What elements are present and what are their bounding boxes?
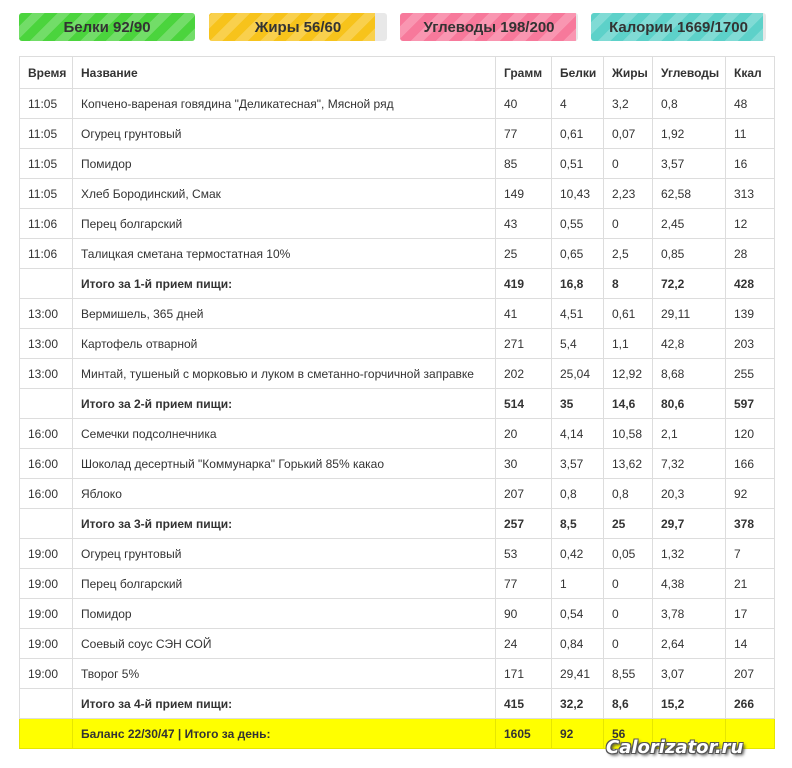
table-row (20, 599, 775, 629)
table-row (20, 89, 775, 119)
cell-kcal: 255 (726, 359, 775, 389)
nutrient-progress-bars (0, 0, 792, 56)
cell-grams: 171 (496, 659, 552, 689)
cell-protein: 0,55 (552, 209, 604, 239)
cell-name: Минтай, тушеный с морковью и луком в сметанно-горчичной заправке (73, 359, 496, 389)
calories-progress-label: Калории 1669/1700 (609, 18, 748, 36)
cell-kcal: 11 (726, 119, 775, 149)
cell-fat: 0,07 (604, 119, 653, 149)
cell-grams: 419 (496, 269, 552, 299)
cell-grams: 90 (496, 599, 552, 629)
cell-protein: 0,61 (552, 119, 604, 149)
cell-fat: 0 (604, 209, 653, 239)
cell-carbs: 42,8 (653, 329, 726, 359)
table-row (20, 479, 775, 509)
table-row (20, 659, 775, 689)
cell-kcal: 12 (726, 209, 775, 239)
cell-kcal: 48 (726, 89, 775, 119)
cell-kcal: 207 (726, 659, 775, 689)
cell-fat: 13,62 (604, 449, 653, 479)
cell-time: 19:00 (20, 539, 73, 569)
cell-fat: 14,6 (604, 389, 653, 419)
table-header-row (20, 57, 775, 89)
food-diary-table (19, 56, 775, 749)
cell-name: Помидор (73, 599, 496, 629)
cell-carbs: 1,32 (653, 539, 726, 569)
cell-time: 19:00 (20, 659, 73, 689)
cell-protein: 8,5 (552, 509, 604, 539)
cell-fat: 12,92 (604, 359, 653, 389)
cell-carbs: 62,58 (653, 179, 726, 209)
cell-kcal: 313 (726, 179, 775, 209)
cell-carbs: 3,07 (653, 659, 726, 689)
cell-time (20, 389, 73, 419)
cell-name: Итого за 3-й прием пищи: (73, 509, 496, 539)
table-row (20, 569, 775, 599)
cell-time: 13:00 (20, 329, 73, 359)
cell-time (20, 719, 73, 749)
cell-fat: 1,1 (604, 329, 653, 359)
meal-total-row (20, 689, 775, 719)
cell-time: 16:00 (20, 449, 73, 479)
site-watermark: Calorizator.ru (606, 736, 744, 758)
cell-name: Картофель отварной (73, 329, 496, 359)
cell-fat: 0 (604, 629, 653, 659)
cell-time (20, 509, 73, 539)
cell-kcal: 17 (726, 599, 775, 629)
cell-name: Яблоко (73, 479, 496, 509)
cell-name: Баланс 22/30/47 | Итого за день: (73, 719, 496, 749)
table-row (20, 239, 775, 269)
cell-protein: 29,41 (552, 659, 604, 689)
cell-protein: 35 (552, 389, 604, 419)
fat-progress-bar (209, 13, 387, 41)
cell-fat: 0,61 (604, 299, 653, 329)
cell-name: Соевый соус СЭН СОЙ (73, 629, 496, 659)
carbs-progress-label: Углеводы 198/200 (423, 18, 555, 36)
cell-carbs: 2,45 (653, 209, 726, 239)
cell-carbs: 4,38 (653, 569, 726, 599)
cell-kcal: 92 (726, 479, 775, 509)
cell-grams: 24 (496, 629, 552, 659)
cell-name: Перец болгарский (73, 569, 496, 599)
cell-fat: 0,05 (604, 539, 653, 569)
meal-total-row (20, 389, 775, 419)
cell-name: Хлеб Бородинский, Смак (73, 179, 496, 209)
cell-time: 11:06 (20, 209, 73, 239)
cell-carbs: 0,85 (653, 239, 726, 269)
header-grams: Грамм (496, 57, 552, 89)
cell-fat: 0 (604, 599, 653, 629)
cell-protein: 16,8 (552, 269, 604, 299)
cell-name: Семечки подсолнечника (73, 419, 496, 449)
cell-protein: 4,51 (552, 299, 604, 329)
cell-fat: 8 (604, 269, 653, 299)
meal-total-row (20, 509, 775, 539)
cell-kcal: 14 (726, 629, 775, 659)
cell-kcal: 597 (726, 389, 775, 419)
table-row (20, 299, 775, 329)
cell-carbs: 29,7 (653, 509, 726, 539)
cell-time: 11:06 (20, 239, 73, 269)
cell-kcal: 428 (726, 269, 775, 299)
cell-fat: 25 (604, 509, 653, 539)
cell-carbs: 3,78 (653, 599, 726, 629)
cell-protein: 0,65 (552, 239, 604, 269)
table-row (20, 419, 775, 449)
cell-grams: 271 (496, 329, 552, 359)
cell-time (20, 689, 73, 719)
cell-carbs: 0,8 (653, 89, 726, 119)
cell-protein: 4,14 (552, 419, 604, 449)
cell-kcal: 378 (726, 509, 775, 539)
header-carbs: Углеводы (653, 57, 726, 89)
cell-time: 11:05 (20, 179, 73, 209)
cell-protein: 0,84 (552, 629, 604, 659)
cell-name: Шоколад десертный "Коммунарка" Горький 85% какао (73, 449, 496, 479)
cell-grams: 30 (496, 449, 552, 479)
cell-grams: 514 (496, 389, 552, 419)
cell-kcal: 266 (726, 689, 775, 719)
cell-kcal: 21 (726, 569, 775, 599)
cell-carbs: 7,32 (653, 449, 726, 479)
cell-grams: 149 (496, 179, 552, 209)
protein-progress-label: Белки 92/90 (63, 18, 151, 36)
cell-protein: 0,51 (552, 149, 604, 179)
cell-protein: 25,04 (552, 359, 604, 389)
cell-time: 19:00 (20, 569, 73, 599)
table-row (20, 149, 775, 179)
cell-grams: 207 (496, 479, 552, 509)
cell-time: 11:05 (20, 149, 73, 179)
cell-protein: 10,43 (552, 179, 604, 209)
table-row (20, 449, 775, 479)
cell-fat: 0,8 (604, 479, 653, 509)
cell-grams: 53 (496, 539, 552, 569)
cell-fat: 0 (604, 569, 653, 599)
cell-fat: 56 (604, 719, 653, 749)
cell-fat: 8,6 (604, 689, 653, 719)
cell-protein: 92 (552, 719, 604, 749)
cell-grams: 20 (496, 419, 552, 449)
cell-carbs: 8,68 (653, 359, 726, 389)
header-protein: Белки (552, 57, 604, 89)
cell-name: Талицкая сметана термостатная 10% (73, 239, 496, 269)
cell-name: Творог 5% (73, 659, 496, 689)
protein-progress-bar (19, 13, 195, 41)
cell-name: Итого за 1-й прием пищи: (73, 269, 496, 299)
cell-name: Вермишель, 365 дней (73, 299, 496, 329)
table-row (20, 209, 775, 239)
cell-carbs: 80,6 (653, 389, 726, 419)
cell-time: 11:05 (20, 89, 73, 119)
cell-carbs: 3,57 (653, 149, 726, 179)
cell-carbs: 1,92 (653, 119, 726, 149)
cell-grams: 1605 (496, 719, 552, 749)
cell-time: 11:05 (20, 119, 73, 149)
cell-carbs: 15,2 (653, 689, 726, 719)
cell-grams: 257 (496, 509, 552, 539)
cell-kcal: 139 (726, 299, 775, 329)
cell-fat: 3,2 (604, 89, 653, 119)
table-row (20, 359, 775, 389)
cell-time: 13:00 (20, 359, 73, 389)
cell-time: 16:00 (20, 419, 73, 449)
calories-progress-bar (591, 13, 766, 41)
cell-protein: 1 (552, 569, 604, 599)
cell-time: 19:00 (20, 629, 73, 659)
cell-name: Итого за 4-й прием пищи: (73, 689, 496, 719)
cell-grams: 415 (496, 689, 552, 719)
cell-name: Перец болгарский (73, 209, 496, 239)
cell-name: Огурец грунтовый (73, 539, 496, 569)
table-row (20, 119, 775, 149)
table-row (20, 329, 775, 359)
cell-carbs: 72,2 (653, 269, 726, 299)
cell-protein: 0,42 (552, 539, 604, 569)
header-name: Название (73, 57, 496, 89)
cell-fat: 2,5 (604, 239, 653, 269)
table-row (20, 539, 775, 569)
cell-name: Огурец грунтовый (73, 119, 496, 149)
cell-protein: 32,2 (552, 689, 604, 719)
cell-grams: 40 (496, 89, 552, 119)
table-row (20, 179, 775, 209)
cell-protein: 0,54 (552, 599, 604, 629)
cell-fat: 0 (604, 149, 653, 179)
cell-grams: 202 (496, 359, 552, 389)
header-fat: Жиры (604, 57, 653, 89)
cell-name: Итого за 2-й прием пищи: (73, 389, 496, 419)
fat-progress-label: Жиры 56/60 (254, 18, 342, 36)
cell-protein: 3,57 (552, 449, 604, 479)
header-time: Время (20, 57, 73, 89)
cell-carbs: 2,64 (653, 629, 726, 659)
cell-protein: 0,8 (552, 479, 604, 509)
cell-grams: 77 (496, 119, 552, 149)
cell-kcal: 203 (726, 329, 775, 359)
cell-time (20, 269, 73, 299)
cell-carbs: 2,1 (653, 419, 726, 449)
cell-grams: 25 (496, 239, 552, 269)
cell-carbs: 20,3 (653, 479, 726, 509)
cell-kcal: 7 (726, 539, 775, 569)
cell-grams: 43 (496, 209, 552, 239)
cell-fat: 10,58 (604, 419, 653, 449)
cell-time: 16:00 (20, 479, 73, 509)
cell-fat: 8,55 (604, 659, 653, 689)
cell-kcal: 16 (726, 149, 775, 179)
cell-kcal: 120 (726, 419, 775, 449)
header-kcal: Ккал (726, 57, 775, 89)
carbs-progress-bar (400, 13, 578, 41)
cell-name: Копчено-вареная говядина "Деликатесная", Мясной ряд (73, 89, 496, 119)
cell-grams: 41 (496, 299, 552, 329)
meal-total-row (20, 269, 775, 299)
cell-protein: 5,4 (552, 329, 604, 359)
cell-protein: 4 (552, 89, 604, 119)
cell-carbs: 29,11 (653, 299, 726, 329)
cell-grams: 77 (496, 569, 552, 599)
cell-grams: 85 (496, 149, 552, 179)
cell-name: Помидор (73, 149, 496, 179)
cell-fat: 2,23 (604, 179, 653, 209)
cell-time: 13:00 (20, 299, 73, 329)
cell-kcal: 28 (726, 239, 775, 269)
cell-time: 19:00 (20, 599, 73, 629)
cell-kcal: 166 (726, 449, 775, 479)
table-row (20, 629, 775, 659)
